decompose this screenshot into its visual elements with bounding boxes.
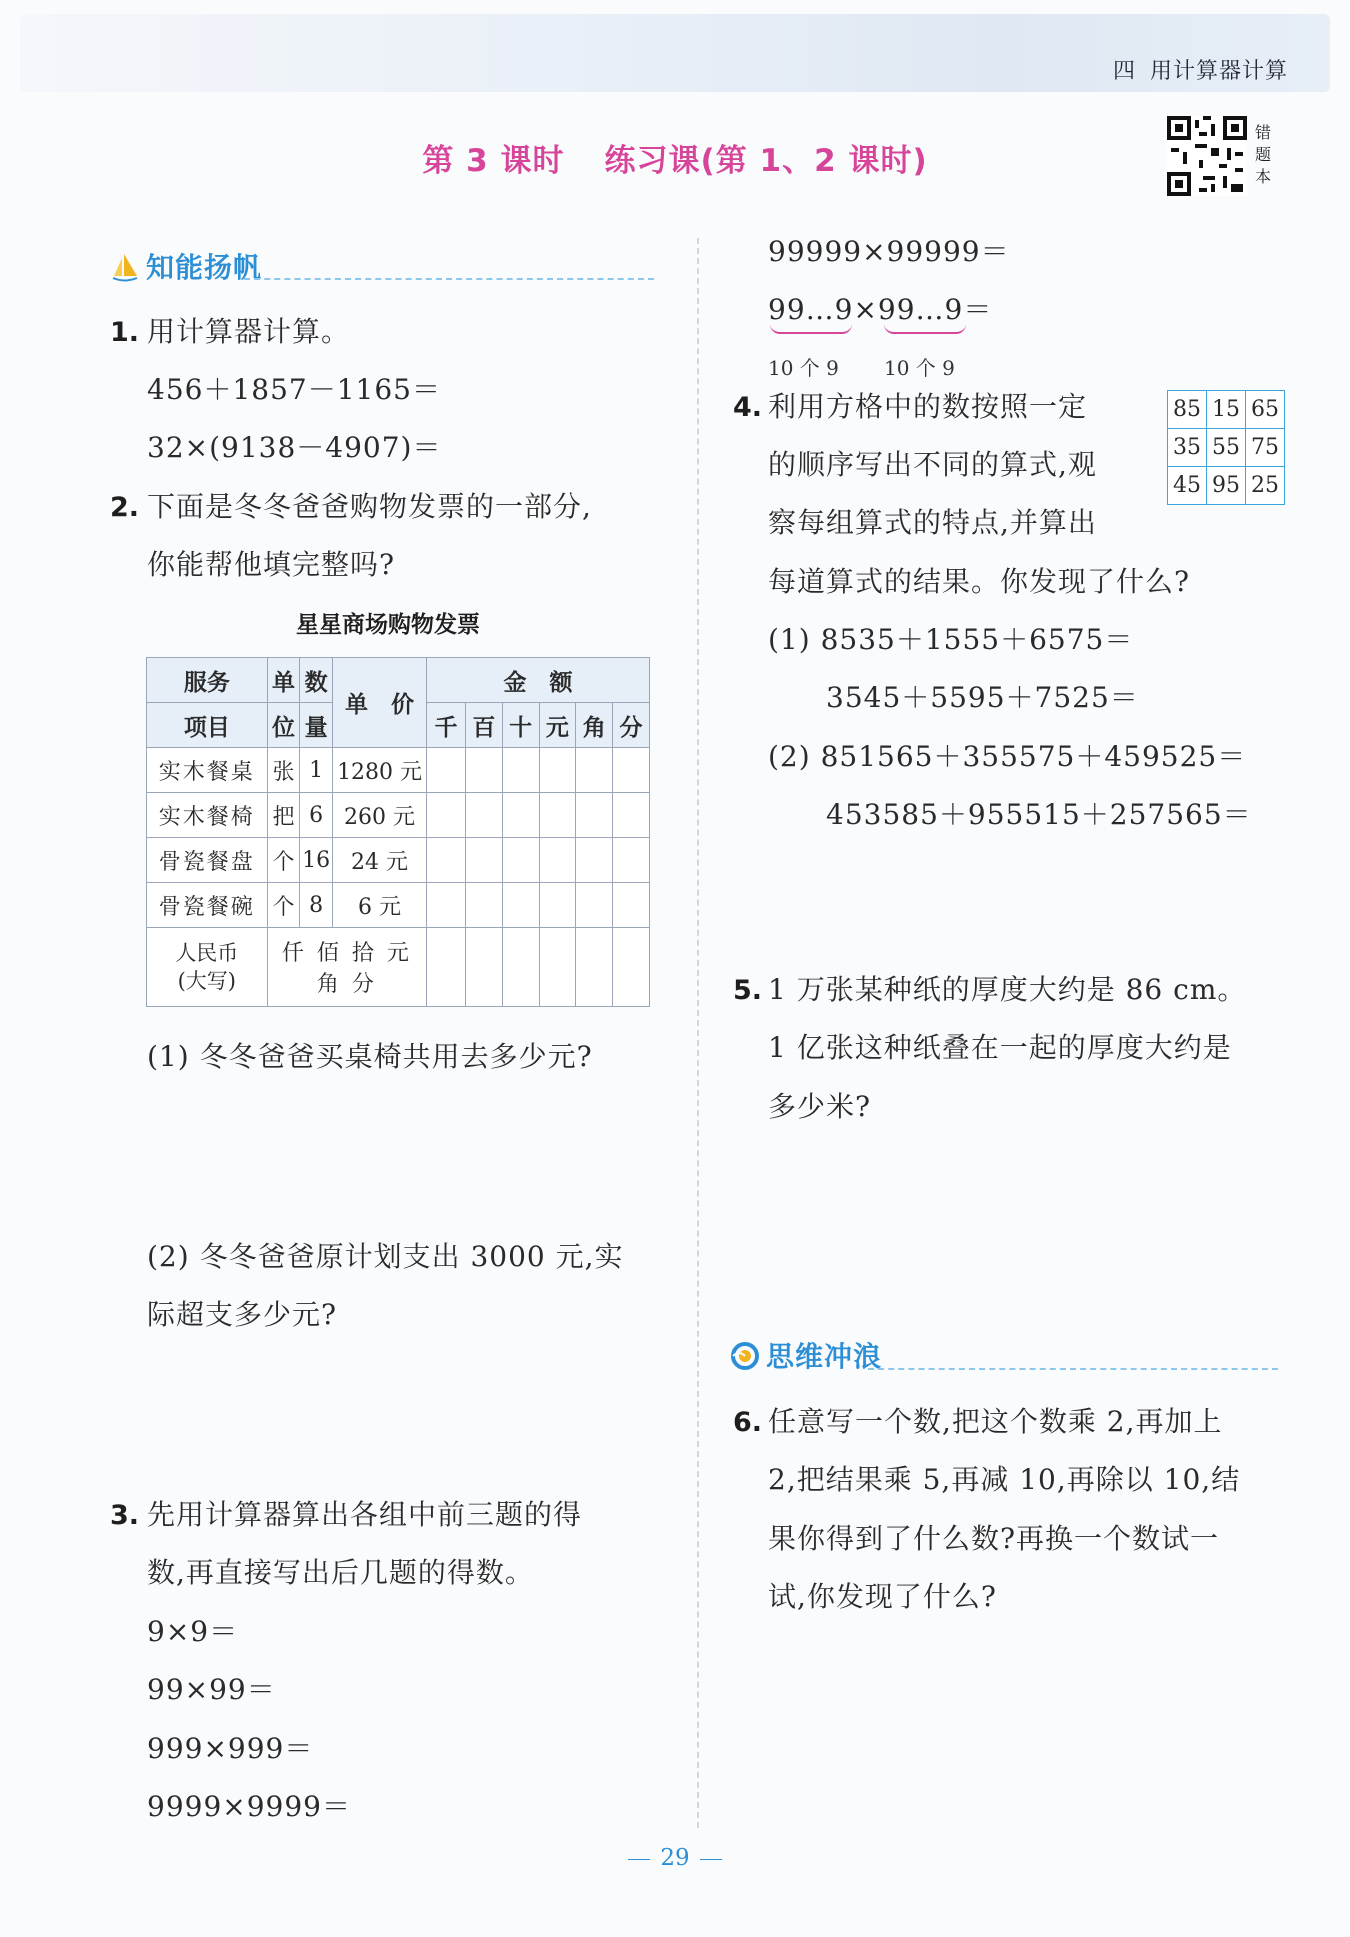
column-divider bbox=[697, 238, 699, 1828]
row-qty: 6 bbox=[300, 793, 333, 838]
table-row-rmb bbox=[147, 928, 650, 1007]
question-number-2: 2. bbox=[110, 492, 140, 523]
header-wei: 位 bbox=[267, 703, 300, 748]
blank-cell[interactable] bbox=[465, 748, 502, 793]
lesson-title: 第 3 课时 练习课(第 1、2 课时) bbox=[422, 143, 928, 179]
q3-expression-4: 9999×9999＝ bbox=[147, 1790, 351, 1823]
question-6-line-3: 果你得到了什么数?再换一个数试一 bbox=[768, 1522, 1220, 1555]
q3-expression-1: 9×9＝ bbox=[147, 1615, 239, 1648]
header-item: 项目 bbox=[147, 703, 268, 748]
grid-cell: 65 bbox=[1246, 391, 1285, 429]
blank-cell[interactable] bbox=[576, 928, 613, 1007]
blank-cell[interactable] bbox=[613, 928, 650, 1007]
question-4-line-2: 的顺序写出不同的算式,观 bbox=[768, 448, 1097, 481]
qr-code-icon[interactable] bbox=[1167, 116, 1247, 196]
question-number-5: 5. bbox=[733, 975, 763, 1006]
blank-cell[interactable] bbox=[427, 838, 466, 883]
q1-expression-2: 32×(9138－4907)＝ bbox=[147, 431, 442, 464]
number-grid bbox=[1167, 390, 1285, 505]
blank-cell[interactable] bbox=[613, 883, 650, 928]
blank-cell[interactable] bbox=[427, 883, 466, 928]
section-underline-2 bbox=[868, 1368, 1278, 1370]
row-qty: 16 bbox=[300, 838, 333, 883]
blank-cell[interactable] bbox=[539, 838, 576, 883]
question-number-1: 1. bbox=[110, 317, 140, 348]
question-6-line-1: 任意写一个数,把这个数乘 2,再加上 bbox=[768, 1405, 1223, 1438]
header-unit-qian: 千 bbox=[427, 703, 466, 748]
header-unit-jiao: 角 bbox=[576, 703, 613, 748]
blank-cell[interactable] bbox=[613, 838, 650, 883]
grid-cell: 55 bbox=[1207, 429, 1246, 467]
row-item: 骨瓷餐盘 bbox=[147, 838, 268, 883]
blank-cell[interactable] bbox=[539, 748, 576, 793]
page-number: 29 bbox=[0, 1845, 1350, 1871]
question-number-4: 4. bbox=[733, 392, 763, 423]
underbrace-b bbox=[884, 322, 966, 334]
header-unit-yuan: 元 bbox=[539, 703, 576, 748]
question-number-6: 6. bbox=[733, 1407, 763, 1438]
qr-label: 错题本 bbox=[1255, 123, 1272, 186]
blank-cell[interactable] bbox=[502, 928, 539, 1007]
question-5-line-1: 1 万张某种纸的厚度大约是 86 cm。 bbox=[768, 973, 1247, 1006]
header-unit-shi: 十 bbox=[502, 703, 539, 748]
blank-cell[interactable] bbox=[539, 883, 576, 928]
row-unit: 个 bbox=[267, 883, 300, 928]
blank-cell[interactable] bbox=[502, 838, 539, 883]
header-unit-bai: 百 bbox=[465, 703, 502, 748]
blank-cell[interactable] bbox=[539, 793, 576, 838]
row-item: 实木餐桌 bbox=[147, 748, 268, 793]
q4-part-1-expression-b: 3545＋5595＋7525＝ bbox=[826, 681, 1139, 714]
rmb-label: 人民币 (大写) bbox=[147, 928, 268, 1007]
q2-subquestion-2-line-2: 际超支多少元? bbox=[147, 1298, 338, 1331]
question-3-line-2: 数,再直接写出后几题的得数。 bbox=[147, 1556, 534, 1589]
q3-expression-5: 99999×99999＝ bbox=[768, 235, 1010, 268]
count-label-a: 10 个 9 bbox=[768, 356, 839, 380]
section-heading-1: 知能扬帆 bbox=[110, 246, 262, 286]
question-number-3: 3. bbox=[110, 1500, 140, 1531]
header-shu: 数 bbox=[300, 658, 333, 703]
header-unit-fen: 分 bbox=[613, 703, 650, 748]
blank-cell[interactable] bbox=[427, 748, 466, 793]
question-2-line-2: 你能帮他填完整吗? bbox=[147, 548, 396, 581]
question-1-text: 用计算器计算。 bbox=[147, 315, 351, 348]
row-unit: 张 bbox=[267, 748, 300, 793]
question-3-line-1: 先用计算器算出各组中前三题的得 bbox=[147, 1498, 583, 1531]
q1-expression-1: 456＋1857－1165＝ bbox=[147, 373, 441, 406]
rmb-units: 仟 佰 拾 元 角 分 bbox=[267, 928, 426, 1007]
invoice-table bbox=[146, 657, 650, 1007]
blank-cell[interactable] bbox=[576, 793, 613, 838]
header-service: 服务 bbox=[147, 658, 268, 703]
blank-cell[interactable] bbox=[502, 793, 539, 838]
q2-subquestion-1: (1) 冬冬爸爸买桌椅共用去多少元? bbox=[147, 1040, 593, 1073]
underbrace-a bbox=[770, 322, 852, 334]
grid-cell: 95 bbox=[1207, 467, 1246, 505]
header-dan: 单 bbox=[267, 658, 300, 703]
question-4-line-4: 每道算式的结果。你发现了什么? bbox=[768, 565, 1191, 598]
row-qty: 8 bbox=[300, 883, 333, 928]
grid-cell: 15 bbox=[1207, 391, 1246, 429]
row-price: 260 元 bbox=[333, 793, 427, 838]
table-row bbox=[147, 838, 650, 883]
question-5-line-3: 多少米? bbox=[768, 1090, 872, 1123]
question-2-line-1: 下面是冬冬爸爸购物发票的一部分, bbox=[147, 490, 592, 523]
blank-cell[interactable] bbox=[613, 793, 650, 838]
blank-cell[interactable] bbox=[576, 748, 613, 793]
question-4-line-1: 利用方格中的数按照一定 bbox=[768, 390, 1088, 423]
question-6-line-2: 2,把结果乘 5,再减 10,再除以 10,结 bbox=[768, 1463, 1241, 1496]
q4-part-2-expression-b: 453585＋955515＋257565＝ bbox=[826, 798, 1252, 831]
header-amount: 金 额 bbox=[427, 658, 650, 703]
q4-part-2-expression-a: (2) 851565＋355575＋459525＝ bbox=[768, 740, 1247, 773]
blank-cell[interactable] bbox=[502, 883, 539, 928]
wave-icon bbox=[730, 1341, 760, 1371]
blank-cell[interactable] bbox=[539, 928, 576, 1007]
section-underline-1 bbox=[244, 278, 654, 280]
table-row bbox=[147, 748, 650, 793]
grid-cell: 75 bbox=[1246, 429, 1285, 467]
table-row bbox=[147, 883, 650, 928]
blank-cell[interactable] bbox=[613, 748, 650, 793]
row-price: 6 元 bbox=[333, 883, 427, 928]
row-unit: 把 bbox=[267, 793, 300, 838]
grid-cell: 45 bbox=[1168, 467, 1207, 505]
q3-expression-2: 99×99＝ bbox=[147, 1673, 276, 1706]
row-item: 实木餐椅 bbox=[147, 793, 268, 838]
invoice-title: 星星商场购物发票 bbox=[296, 612, 480, 638]
q3-expression-6: 99…9×99…9＝ bbox=[768, 293, 993, 326]
blank-cell[interactable] bbox=[465, 793, 502, 838]
blank-cell[interactable] bbox=[465, 928, 502, 1007]
chapter-label: 四 用计算器计算 bbox=[1112, 59, 1288, 84]
row-price: 24 元 bbox=[333, 838, 427, 883]
table-row bbox=[147, 793, 650, 838]
header-liang: 量 bbox=[300, 703, 333, 748]
row-qty: 1 bbox=[300, 748, 333, 793]
question-4-line-3: 察每组算式的特点,并算出 bbox=[768, 506, 1097, 539]
count-label-b: 10 个 9 bbox=[884, 356, 955, 380]
blank-cell[interactable] bbox=[427, 793, 466, 838]
blank-cell[interactable] bbox=[576, 838, 613, 883]
grid-cell: 35 bbox=[1168, 429, 1207, 467]
header-unit-price: 单 价 bbox=[333, 658, 427, 748]
blank-cell[interactable] bbox=[465, 838, 502, 883]
q3-expression-3: 999×999＝ bbox=[147, 1732, 314, 1765]
row-unit: 个 bbox=[267, 838, 300, 883]
q2-subquestion-2-line-1: (2) 冬冬爸爸原计划支出 3000 元,实 bbox=[147, 1240, 624, 1273]
blank-cell[interactable] bbox=[427, 928, 466, 1007]
blank-cell[interactable] bbox=[502, 748, 539, 793]
row-item: 骨瓷餐碗 bbox=[147, 883, 268, 928]
blank-cell[interactable] bbox=[465, 883, 502, 928]
row-price: 1280 元 bbox=[333, 748, 427, 793]
question-5-line-2: 1 亿张这种纸叠在一起的厚度大约是 bbox=[768, 1031, 1232, 1064]
q4-part-1-expression-a: (1) 8535＋1555＋6575＝ bbox=[768, 623, 1134, 656]
grid-cell: 85 bbox=[1168, 391, 1207, 429]
blank-cell[interactable] bbox=[576, 883, 613, 928]
question-6-line-4: 试,你发现了什么? bbox=[768, 1580, 997, 1613]
grid-cell: 25 bbox=[1246, 467, 1285, 505]
sail-icon bbox=[110, 252, 140, 282]
section-heading-2: 思维冲浪 bbox=[730, 1335, 882, 1375]
